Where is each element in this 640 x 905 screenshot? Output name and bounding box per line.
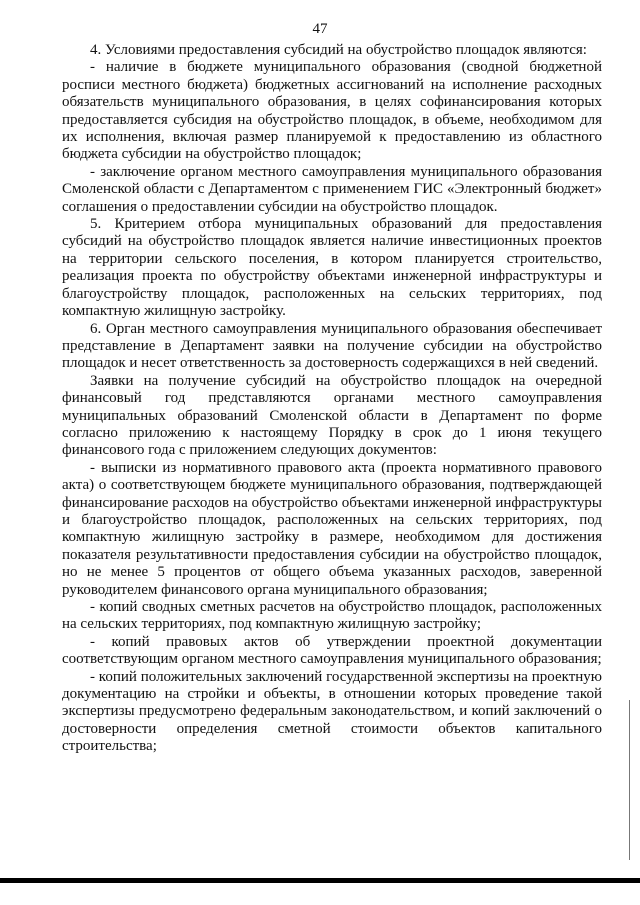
paragraph-condition-agreement: - заключение органом местного самоуправления муниципального образования Смоленской области с Департаментом с применением ГИС «Электронный бюджет» соглашения о предоставлении субсидии на обустройство площадок. <box>62 163 602 215</box>
paragraph-condition-budget: - наличие в бюджете муниципального образования (сводной бюджетной росписи местного бюджета) бюджетных ассигнований на исполнение расходных обязательств муниципального образования, в целях софинансирования которых предоставляется субсидия на обустройство площадок, в объеме, необходимом для их исполнения, включая размер планируемой к предоставлению из областного бюджета субсидии на обустройство площадок; <box>62 59 602 163</box>
paragraph-conditions-heading: 4. Условиями предоставления субсидий на обустройство площадок являются: <box>90 42 587 58</box>
paragraph-document-budget-extract: - выписки из нормативного правового акта (проекта нормативного правового акта) о соответствующем бюджете муниципального образования, подтверждающей финансирование расходов на обустройство объектами инженерной инфраструктуры и благоустройство площадок, расположенных на сельских территориях, под компактную жилищную застройку в размере, необходимом для достижения показателя результативности предоставления субсидии на обустройство площадок, но не менее 5 процентов от общего объема указанных расходов, заверенной руководителем финансового органа муниципального образования; <box>62 459 602 598</box>
paragraph-application-responsibility: 6. Орган местного самоуправления муниципального образования обеспечивает представление в Департамент заявки на получение субсидии на обустройство площадок и несет ответственность за достоверность содержащихся в ней сведений. <box>62 320 602 372</box>
paragraph-application-submission: Заявки на получение субсидий на обустройство площадок на очередной финансовый год представляются органами местного самоуправления муниципальных образований Смоленской области в Департамент по форме согласно приложению к настоящему Порядку в срок до 1 июня текущего финансового года с приложением следующих документов: <box>62 372 602 459</box>
paragraph-document-estimates: - копий сводных сметных расчетов на обустройство площадок, расположенных на сельских территориях, под компактную жилищную застройку; <box>62 599 602 633</box>
paragraph-selection-criterion: 5. Критерием отбора муниципальных образований для предоставления субсидий на обустройство площадок является наличие инвестиционных проектов на территории сельского поселения, в котором планируется строительство, реализация проекта по обустройству объектами инженерной инфраструктуры и благоустройству площадок, расположенных на сельских территориях, под компактную жилищную застройку. <box>62 216 602 320</box>
bottom-border-line <box>0 878 640 883</box>
paragraph-document-legal-acts: - копий правовых актов об утверждении проектной документации соответствующим органом местного самоуправления муниципального образования; <box>62 633 602 668</box>
page-number: 47 <box>312 21 328 37</box>
document-body <box>62 42 602 756</box>
scan-edge-line <box>629 700 630 860</box>
paragraph-document-expertise: - копий положительных заключений государственной экспертизы на проектную документацию на стройки и объекты, в отношении которых проведение такой экспертизы предусмотрено федеральным законодательством, и копий заключений о достоверности определения сметной стоимости объектов капитального строительства; <box>62 668 602 755</box>
